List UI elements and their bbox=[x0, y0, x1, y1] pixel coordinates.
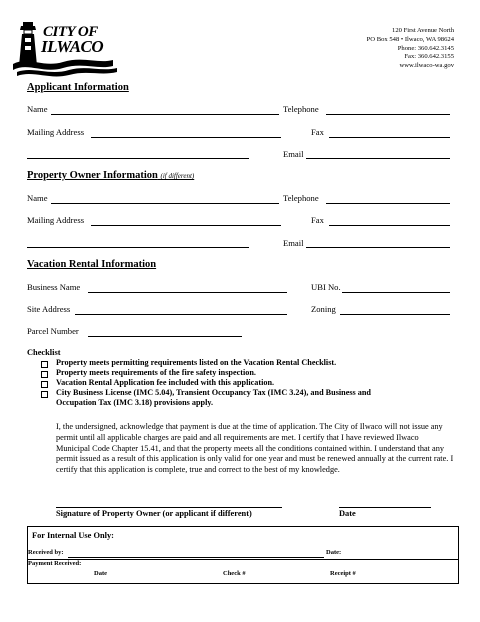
received-by-label: Received by: bbox=[28, 549, 64, 556]
internal-divider bbox=[28, 559, 458, 560]
address-fax: Fax: 360.642.3155 bbox=[404, 53, 454, 61]
applicant-telephone-label: Telephone bbox=[283, 104, 319, 114]
internal-use-box bbox=[27, 526, 459, 584]
applicant-email-field[interactable] bbox=[306, 158, 450, 159]
checklist-item-1: Property meets permitting requirements listed on the Vacation Rental Checklist. bbox=[56, 358, 337, 367]
owner-fax-label: Fax bbox=[311, 215, 324, 225]
owner-heading-note: (if different) bbox=[160, 172, 195, 180]
zoning-field[interactable] bbox=[340, 314, 450, 315]
business-name-label: Business Name bbox=[27, 282, 81, 292]
received-by-field[interactable] bbox=[68, 557, 324, 558]
business-name-field[interactable] bbox=[88, 292, 287, 293]
acknowledgement-text: I, the undersigned, acknowledge that payment is due at the time of application. The City of Ilwaco will not issue any permit until all applicable charges are paid and all requirements are met. I certify that I have reviewed Ilwaco Municipal Code Chapter 15.41, and that the property meets all the conditions contained within. I understand that any permit issued as a result of this application is only valid for one year and must be renewed annually at the current rate. I certify that this application is complete, true and correct to the best of my knowledge. bbox=[56, 422, 454, 475]
owner-mailing-label: Mailing Address bbox=[27, 215, 85, 225]
owner-heading bbox=[27, 170, 194, 181]
address-website: www.ilwaco-wa.gov bbox=[399, 62, 454, 70]
checklist-item-2: Property meets requirements of the fire safety inspection. bbox=[56, 368, 256, 377]
city-address bbox=[367, 27, 454, 71]
address-po-box: PO Box 548 • Ilwaco, WA 98624 bbox=[366, 35, 454, 43]
ubi-field[interactable] bbox=[342, 292, 450, 293]
logo-line1: CITY OF bbox=[43, 24, 98, 40]
site-address-label: Site Address bbox=[27, 304, 71, 314]
applicant-heading: Applicant Information bbox=[27, 82, 129, 93]
applicant-mailing-field[interactable] bbox=[91, 137, 281, 138]
owner-telephone-label: Telephone bbox=[283, 193, 319, 203]
applicant-mailing-field-line2[interactable] bbox=[27, 158, 249, 159]
owner-email-label: Email bbox=[283, 238, 304, 248]
payment-received-label: Payment Received: bbox=[28, 560, 82, 567]
checklist-checkbox-2[interactable] bbox=[41, 371, 48, 378]
city-logo bbox=[13, 18, 125, 78]
owner-name-field[interactable] bbox=[51, 203, 279, 204]
applicant-email-label: Email bbox=[283, 149, 304, 159]
signature-label: Signature of Property Owner (or applicant if different) bbox=[56, 509, 252, 518]
checklist-item-3: Vacation Rental Application fee included with this application. bbox=[56, 378, 275, 387]
address-phone: Phone: 360.642.3145 bbox=[397, 44, 454, 52]
parcel-number-field[interactable] bbox=[88, 336, 242, 337]
owner-email-field[interactable] bbox=[306, 247, 450, 248]
checklist-item-4: City Business License (IMC 5.04), Transient Occupancy Tax (IMC 3.24), and Business and Occupation Tax (IMC 3.18) provisions apply. bbox=[56, 388, 371, 408]
owner-fax-field[interactable] bbox=[329, 225, 450, 226]
ubi-label: UBI No. bbox=[311, 282, 341, 292]
signature-field[interactable] bbox=[56, 507, 282, 508]
rental-heading: Vacation Rental Information bbox=[27, 259, 157, 270]
parcel-number-label: Parcel Number bbox=[27, 326, 79, 336]
owner-name-label: Name bbox=[27, 193, 48, 203]
owner-heading-text: Property Owner Information bbox=[27, 170, 158, 181]
payment-check-label: Check # bbox=[223, 570, 246, 577]
logo-line2: ILWACO bbox=[41, 37, 104, 56]
applicant-name-field[interactable] bbox=[51, 114, 279, 115]
internal-use-title: For Internal Use Only: bbox=[32, 531, 114, 540]
payment-date-label: Date bbox=[94, 570, 107, 577]
signature-date-field[interactable] bbox=[339, 507, 431, 508]
received-date-label: Date: bbox=[326, 549, 342, 556]
owner-mailing-field-line2[interactable] bbox=[27, 247, 249, 248]
applicant-telephone-field[interactable] bbox=[326, 114, 450, 115]
applicant-fax-field[interactable] bbox=[329, 137, 450, 138]
checklist-checkbox-4[interactable] bbox=[41, 391, 48, 398]
signature-date-label: Date bbox=[339, 509, 356, 518]
checklist-checkbox-3[interactable] bbox=[41, 381, 48, 388]
address-street: 120 First Avenue North bbox=[392, 27, 454, 34]
zoning-label: Zoning bbox=[311, 304, 336, 314]
owner-telephone-field[interactable] bbox=[326, 203, 450, 204]
applicant-name-label: Name bbox=[27, 104, 48, 114]
checklist-title: Checklist bbox=[27, 348, 61, 357]
checklist-checkbox-1[interactable] bbox=[41, 361, 48, 368]
owner-mailing-field[interactable] bbox=[91, 225, 281, 226]
site-address-field[interactable] bbox=[75, 314, 287, 315]
applicant-mailing-label: Mailing Address bbox=[27, 127, 85, 137]
payment-receipt-label: Receipt # bbox=[330, 570, 356, 577]
applicant-fax-label: Fax bbox=[311, 127, 324, 137]
